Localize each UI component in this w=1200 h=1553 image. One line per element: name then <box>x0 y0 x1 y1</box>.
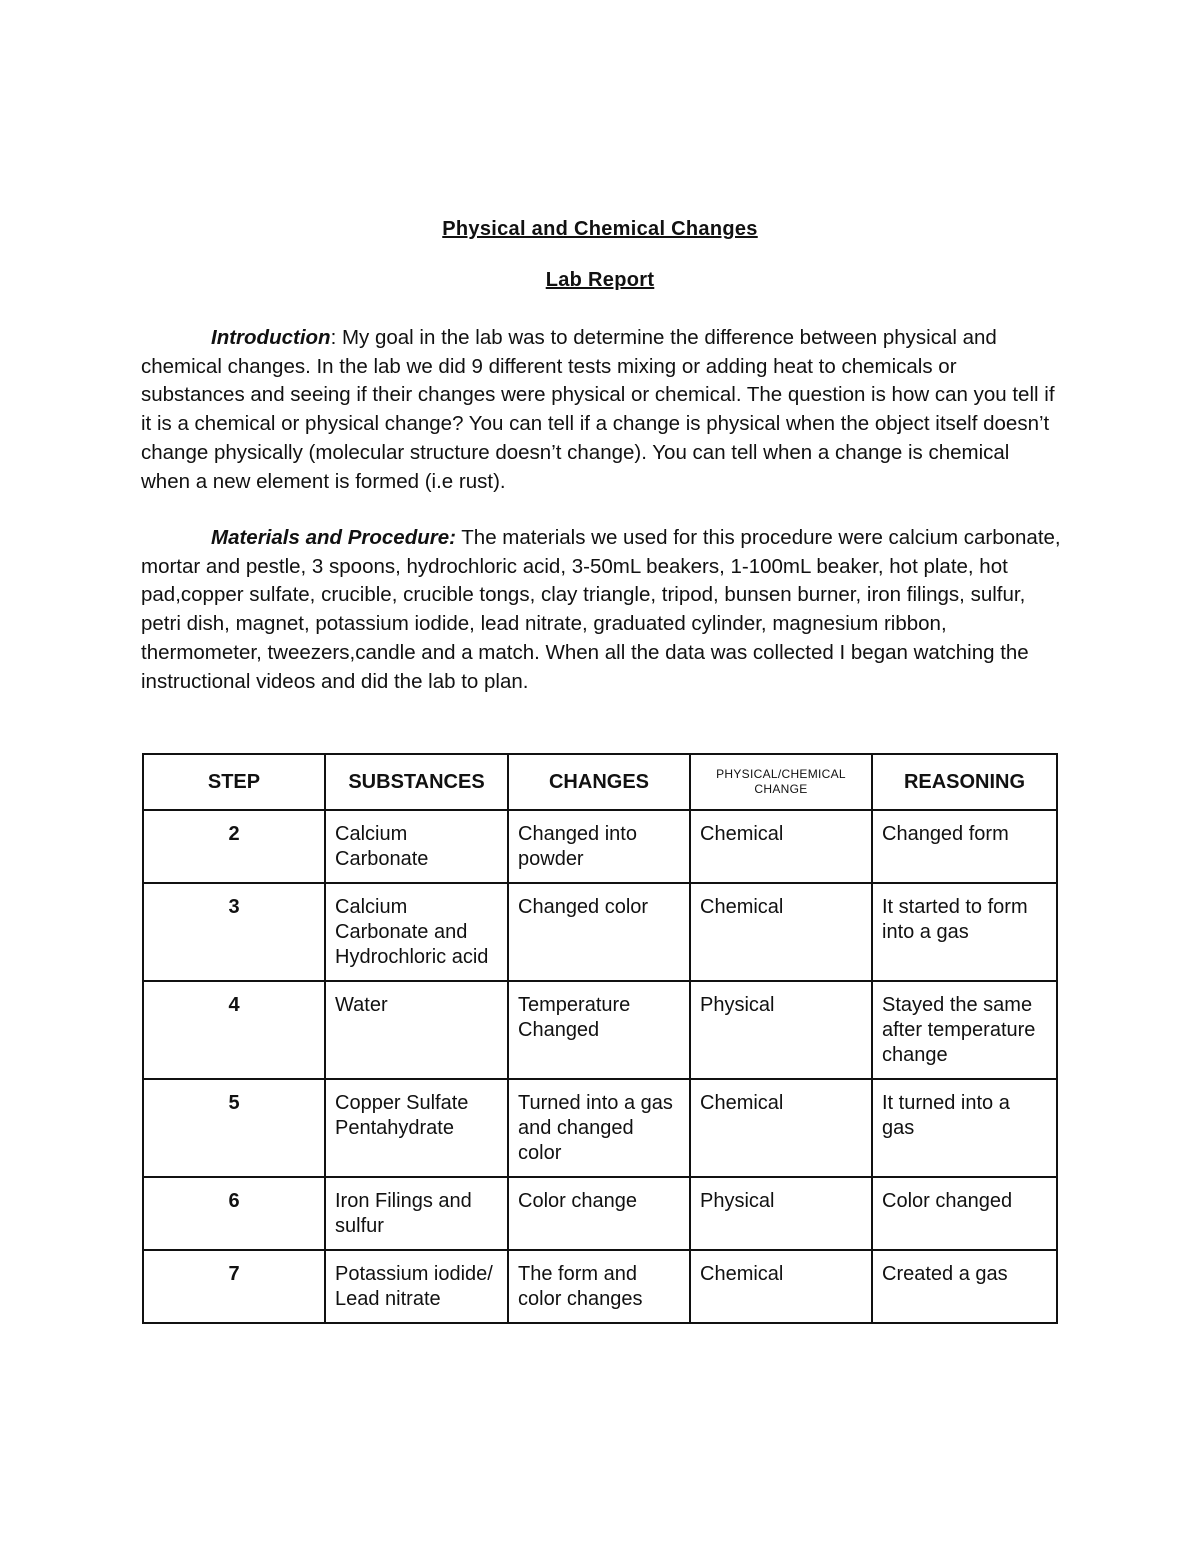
substances-cell: Calcium Carbonate and Hydrochloric acid <box>325 883 508 981</box>
change-type-cell: Chemical <box>690 1250 872 1323</box>
table-header-row <box>143 754 1057 810</box>
header-substances: SUBSTANCES <box>325 754 508 810</box>
change-type-cell: Chemical <box>690 883 872 981</box>
header-change-type: PHYSICAL/CHEMICAL CHANGE <box>690 754 872 810</box>
substances-cell: Water <box>325 981 508 1079</box>
step-cell: 7 <box>143 1250 325 1323</box>
step-cell: 4 <box>143 981 325 1079</box>
step-cell: 5 <box>143 1079 325 1177</box>
table-row <box>143 1079 1057 1177</box>
change-type-cell: Physical <box>690 1177 872 1250</box>
table-row <box>143 1177 1057 1250</box>
changes-cell: Temperature Changed <box>508 981 690 1079</box>
document-subtitle: Lab Report <box>545 269 655 291</box>
change-type-cell: Chemical <box>690 1079 872 1177</box>
substances-cell: Potassium iodide/ Lead nitrate <box>325 1250 508 1323</box>
step-cell: 6 <box>143 1177 325 1250</box>
table-row <box>143 981 1057 1079</box>
introduction-text: : My goal in the lab was to determine the difference between physical and chemical changes. In the lab we did 9 different tests mixing or adding heat to chemicals or substances and seeing if their changes were physical or chemical. The question is how can you tell if it is a chemical or physical change? You can tell if a change is physical when the object itself doesn’t change physically (molecular structure doesn’t change). You can tell when a change is chemical when a new element is formed (i.e rust). <box>141 326 1055 493</box>
substances-cell: Iron Filings and sulfur <box>325 1177 508 1250</box>
reasoning-cell: Created a gas <box>872 1250 1057 1323</box>
changes-cell: Color change <box>508 1177 690 1250</box>
materials-paragraph <box>141 524 1061 696</box>
introduction-paragraph <box>141 324 1061 496</box>
substances-cell: Calcium Carbonate <box>325 810 508 883</box>
document-title: Physical and Chemical Changes <box>442 218 758 240</box>
table-row <box>143 883 1057 981</box>
table-row <box>143 810 1057 883</box>
step-cell: 3 <box>143 883 325 981</box>
reasoning-cell: It started to form into a gas <box>872 883 1057 981</box>
header-reasoning: REASONING <box>872 754 1057 810</box>
changes-cell: Changed into powder <box>508 810 690 883</box>
materials-text: The materials we used for this procedure were calcium carbonate, mortar and pestle, 3 spoons, hydrochloric acid, 3-50mL beakers, 1-100mL beaker, hot plate, hot pad,copper sulfate, crucible, crucible tongs, clay triangle, tripod, bunsen burner, iron filings, sulfur, petri dish, magnet, potassium iodide, lead nitrate, graduated cylinder, magnesium ribbon, thermometer, tweezers,candle and a match. When all the data was collected I began watching the instructional videos and did the lab to plan. <box>141 526 1061 693</box>
reasoning-cell: It turned into a gas <box>872 1079 1057 1177</box>
change-type-cell: Chemical <box>690 810 872 883</box>
changes-cell: The form and color changes <box>508 1250 690 1323</box>
header-step: STEP <box>143 754 325 810</box>
reasoning-cell: Color changed <box>872 1177 1057 1250</box>
reasoning-cell: Stayed the same after temperature change <box>872 981 1057 1079</box>
header-changes: CHANGES <box>508 754 690 810</box>
changes-cell: Changed color <box>508 883 690 981</box>
reasoning-cell: Changed form <box>872 810 1057 883</box>
changes-cell: Turned into a gas and changed color <box>508 1079 690 1177</box>
materials-label: Materials and Procedure: <box>211 526 456 549</box>
table-row <box>143 1250 1057 1323</box>
results-table <box>142 753 1058 1324</box>
change-type-cell: Physical <box>690 981 872 1079</box>
substances-cell: Copper Sulfate Pentahydrate <box>325 1079 508 1177</box>
introduction-label: Introduction <box>211 326 331 349</box>
step-cell: 2 <box>143 810 325 883</box>
